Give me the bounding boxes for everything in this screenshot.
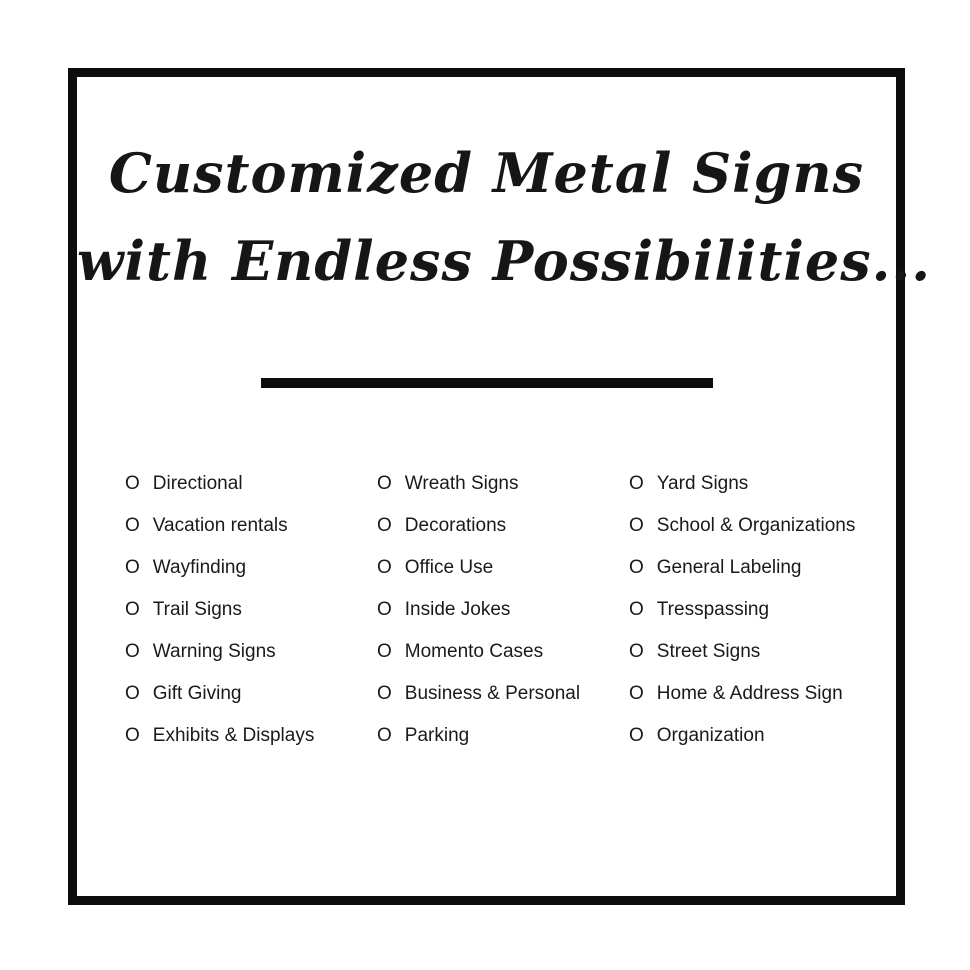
circle-bullet-icon: O <box>629 599 644 620</box>
list-item-label: Wreath Signs <box>404 473 519 494</box>
list-item <box>377 673 629 715</box>
list-item-label: Yard Signs <box>656 473 749 494</box>
circle-bullet-icon: O <box>125 641 140 662</box>
category-column-1 <box>125 463 377 757</box>
circle-bullet-icon: O <box>629 515 644 536</box>
list-item-label: Inside Jokes <box>404 599 511 620</box>
circle-bullet-icon: O <box>629 473 644 494</box>
circle-bullet-icon: O <box>377 515 392 536</box>
circle-bullet-icon: O <box>377 725 392 746</box>
list-item-label: Business & Personal <box>404 683 581 704</box>
list-item <box>377 505 629 547</box>
list-item-label: Wayfinding <box>152 557 247 578</box>
list-item-label: Street Signs <box>656 641 761 662</box>
list-item <box>629 589 881 631</box>
list-item-label: Office Use <box>404 557 494 578</box>
list-item <box>377 463 629 505</box>
circle-bullet-icon: O <box>377 641 392 662</box>
circle-bullet-icon: O <box>125 515 140 536</box>
circle-bullet-icon: O <box>125 683 140 704</box>
list-item <box>629 505 881 547</box>
circle-bullet-icon: O <box>377 473 392 494</box>
circle-bullet-icon: O <box>377 599 392 620</box>
list-item <box>629 715 881 757</box>
list-item-label: Trail Signs <box>152 599 242 620</box>
list-item-label: Exhibits & Displays <box>152 725 315 746</box>
list-item <box>629 631 881 673</box>
circle-bullet-icon: O <box>125 725 140 746</box>
list-item-label: Home & Address Sign <box>656 683 843 704</box>
list-item-label: Momento Cases <box>404 641 544 662</box>
circle-bullet-icon: O <box>125 473 140 494</box>
divider-line <box>261 378 713 388</box>
list-item <box>125 463 377 505</box>
category-column-3 <box>629 463 881 757</box>
border-frame <box>68 68 932 905</box>
list-item <box>125 673 377 715</box>
circle-bullet-icon: O <box>377 683 392 704</box>
title-line-1: Customized Metal Signs <box>108 141 865 205</box>
list-item-label: Decorations <box>404 515 507 536</box>
list-item <box>377 631 629 673</box>
list-item <box>125 547 377 589</box>
list-item-label: Warning Signs <box>152 641 276 662</box>
list-item <box>629 463 881 505</box>
title-line-2: with Endless Possibilities... <box>77 229 932 293</box>
list-item <box>377 715 629 757</box>
list-item-label: Organization <box>656 725 765 746</box>
page-title <box>77 129 932 305</box>
circle-bullet-icon: O <box>125 557 140 578</box>
circle-bullet-icon: O <box>377 557 392 578</box>
list-item <box>629 673 881 715</box>
list-item <box>125 505 377 547</box>
list-item <box>125 631 377 673</box>
circle-bullet-icon: O <box>629 683 644 704</box>
category-lists <box>125 463 886 757</box>
circle-bullet-icon: O <box>125 599 140 620</box>
circle-bullet-icon: O <box>629 725 644 746</box>
list-item-label: Parking <box>404 725 470 746</box>
circle-bullet-icon: O <box>629 557 644 578</box>
list-item <box>629 547 881 589</box>
list-item <box>377 589 629 631</box>
list-item <box>125 715 377 757</box>
list-item-label: Directional <box>152 473 243 494</box>
list-item-label: General Labeling <box>656 557 802 578</box>
list-item-label: Vacation rentals <box>152 515 288 536</box>
circle-bullet-icon: O <box>629 641 644 662</box>
list-item-label: Tresspassing <box>656 599 770 620</box>
list-item <box>377 547 629 589</box>
category-column-2 <box>377 463 629 757</box>
list-item-label: Gift Giving <box>152 683 242 704</box>
list-item <box>125 589 377 631</box>
list-item-label: School & Organizations <box>656 515 856 536</box>
